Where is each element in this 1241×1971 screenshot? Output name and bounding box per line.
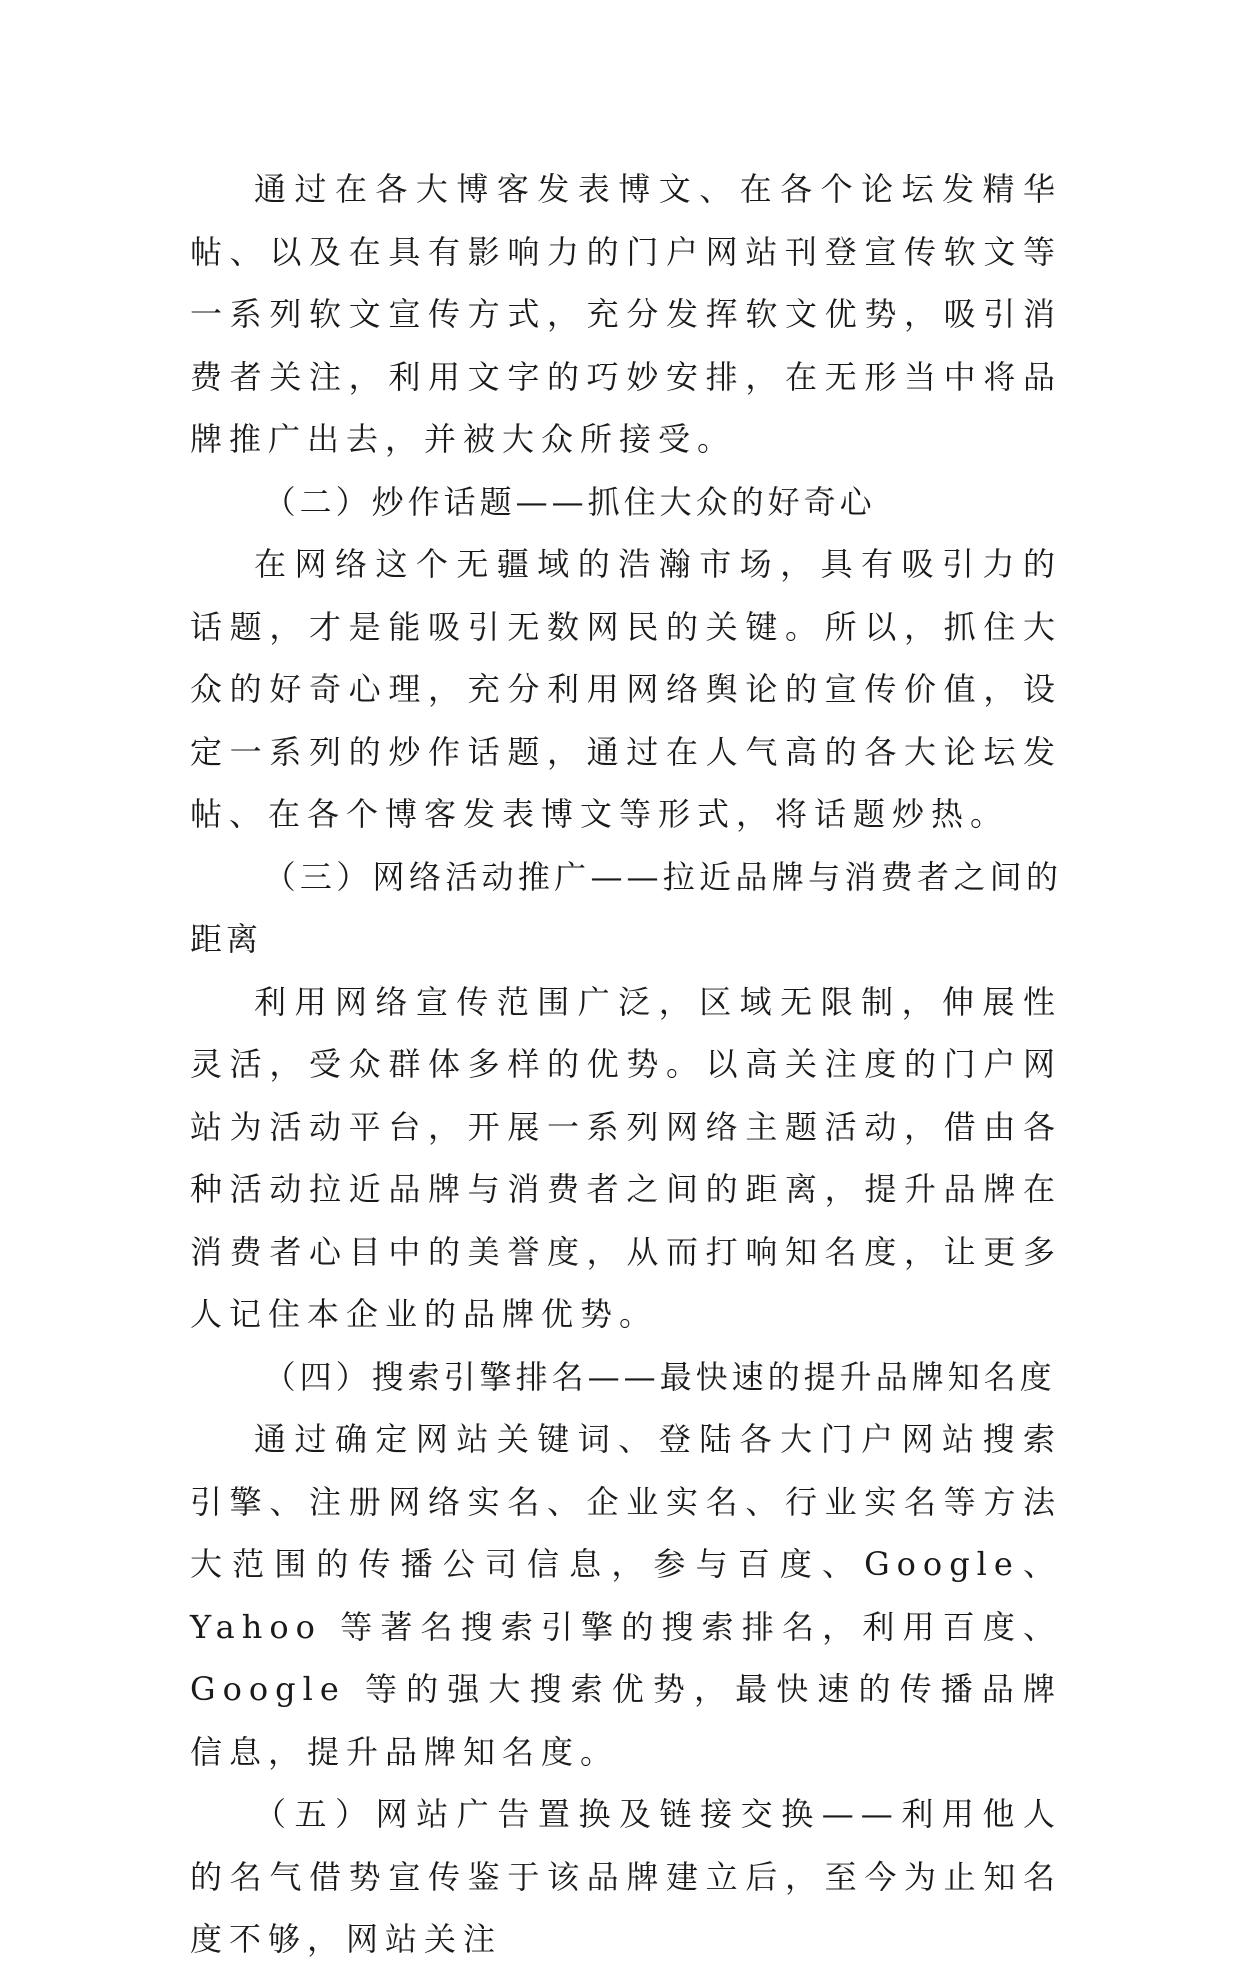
document-body bbox=[190, 158, 1062, 1971]
heading-topic-hype: （二）炒作话题——抓住大众的好奇心 bbox=[263, 482, 876, 521]
paragraph-soft-article: 通过在各大博客发表博文、在各个论坛发精华帖、以及在具有影响力的门户网站刊登宣传软文等一系列软文宣传方式，充分发挥软文优势，吸引消费者关注，利用文字的巧妙安排，在无形当中将品牌推广出去，并被大众所接受。 bbox=[190, 170, 1062, 458]
paragraph-ad-exchange: （五）网站广告置换及链接交换——利用他人的名气借势宣传鉴于该品牌建立后，至今为止知名度不够，网站关注 bbox=[190, 1795, 1062, 1958]
paragraph-search-ranking: 通过确定网站关键词、登陆各大门户网站搜索引擎、注册网络实名、企业实名、行业实名等方法大范围的传播公司信息，参与百度、Google、Yahoo 等著名搜索引擎的搜索排名，利用百度、Google 等的强大搜索优势，最快速的传播品牌信息，提升品牌知名度。 bbox=[190, 1420, 1062, 1771]
heading-online-activity: （三）网络活动推广——拉近品牌与消费者之间的距离 bbox=[190, 857, 1062, 958]
heading-search-ranking: （四）搜索引擎排名——最快速的提升品牌知名度 bbox=[263, 1357, 1056, 1396]
paragraph-topic-hype: 在网络这个无疆域的浩瀚市场，具有吸引力的话题，才是能吸引无数网民的关键。所以，抓住大众的好奇心理，充分利用网络舆论的宣传价值，设定一系列的炒作话题，通过在人气高的各大论坛发帖、在各个博客发表博文等形式，将话题炒热。 bbox=[190, 545, 1062, 833]
paragraph-online-activity: 利用网络宣传范围广泛，区域无限制，伸展性灵活，受众群体多样的优势。以高关注度的门户网站为活动平台，开展一系列网络主题活动，借由各种活动拉近品牌与消费者之间的距离，提升品牌在消费者心目中的美誉度，从而打响知名度，让更多人记住本企业的品牌优势。 bbox=[190, 982, 1062, 1333]
